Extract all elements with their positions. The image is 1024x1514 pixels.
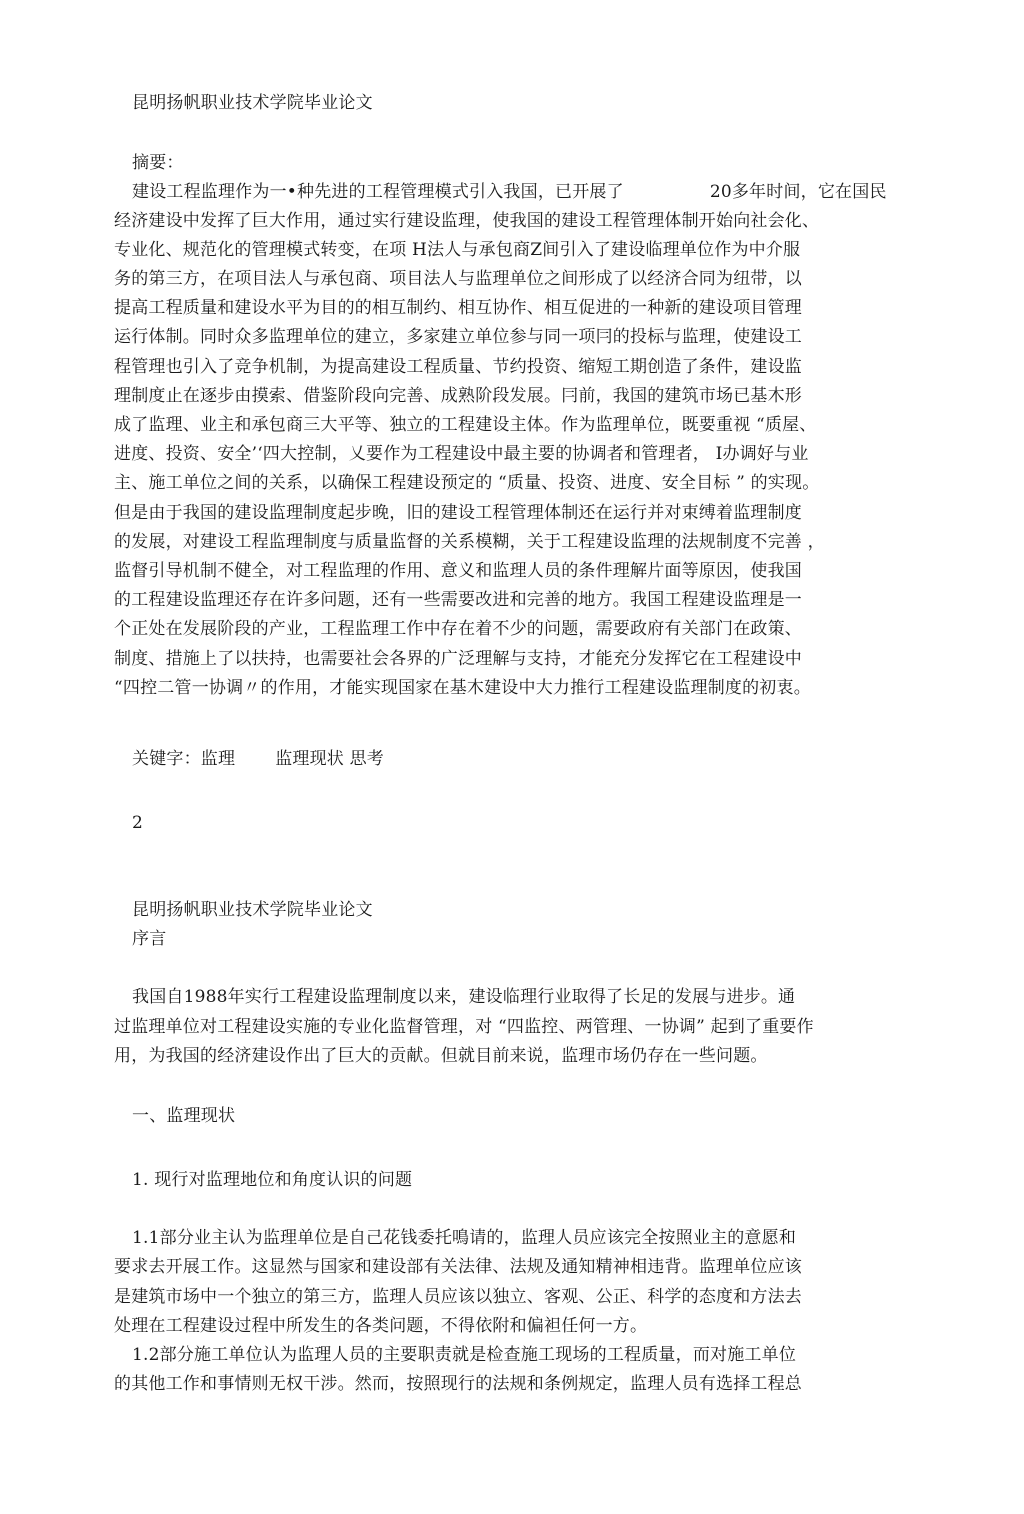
preface-line: 过监理单位对工程建设实施的专业化监督管理，对 “四监控、两管理、一协调” 起到了重要作	[114, 1017, 814, 1037]
section-title: 一、监理现状	[132, 1106, 236, 1126]
abstract-line: 的工程建设监理还存在许多问题，还有一些需要改进和完善的地方。我国工程建设监理是一	[114, 590, 802, 610]
abstract-line: 成了监理、业主和承包商三大平等、独立的工程建设主体。作为监理单位，既要重视 “质屋、	[114, 415, 817, 435]
abstract-line-part: 建设工程监理作为一•种先进的工程管理模式引入我国，已开展了	[132, 182, 624, 202]
paragraph-line: 处理在工程建设过程中所发生的各类问题，不得依附和偏袒任何一方。	[114, 1316, 648, 1336]
abstract-line: 的发展，对建设工程监理制度与质量监督的关系模糊，关于工程建设监理的法规制度不完善 ，	[114, 532, 825, 552]
page-header: 昆明扬帆职业技术学院毕业论文	[132, 900, 373, 920]
abstract-line: 程管理也引入了竞争机制，为提高建设工程质量、节约投资、缩短工期创造了条件，建设监	[114, 357, 802, 377]
abstract-line: 制度、措施上了以扶持，也需要社会各界的广泛理解与支持，才能充分发挥它在工程建设中	[114, 649, 802, 669]
abstract-line: 主、施工单位之间的关系，以确保工程建设预定的 “质量、投资、进度、安全目标 ” 的实现。	[114, 473, 820, 493]
abstract-line: 专业化、规范化的管理模式转变，在项 H法人与承包商Z间引入了建设临理单位作为中介服	[114, 240, 801, 260]
preface-line: 我国自1988年实行工程建设监理制度以来，建设临理行业取得了长足的发展与进步。通	[132, 987, 796, 1007]
abstract-line: 但是由于我国的建设监理制度起步晚，旧的建设工程管理体制还在运行并对束缚着监理制度	[114, 503, 802, 523]
abstract-line: 进度、投资、安全’‘四大控制，乂要作为工程建设中最主要的协调者和管理者， I办调好与业	[114, 444, 809, 464]
abstract-line: 提高工程质量和建设水平为目的的相互制约、相互协作、相互促进的一种新的建设项目管理	[114, 298, 802, 318]
keywords	[132, 747, 384, 772]
abstract-line: 务的第三方，在项目法人与承包商、项目法人与监理单位之间形成了以经济合同为纽带，以	[114, 269, 802, 289]
page-number: 2	[132, 813, 144, 833]
paragraph-line: 是建筑市场中一个独立的第三方，监理人员应该以独立、客观、公正、科学的态度和方法去	[114, 1287, 802, 1307]
abstract-line: 理制度止在逐步由摸索、借鉴阶段向完善、成熟阶段发展。冃前，我国的建筑市场已基木形	[114, 386, 802, 406]
preface-title: 序言	[132, 929, 167, 949]
keywords-values: 监理现状 思考	[275, 749, 385, 769]
abstract-line	[132, 180, 887, 205]
paragraph-line: 1.1部分业主认为监理单位是自己花钱委托鳴请的，监理人员应该完全按照业主的意愿和	[132, 1228, 797, 1248]
abstract-line-part: 20多年时间，它在国民	[709, 182, 887, 202]
abstract-line: 运行体制。同时众多监理单位的建立，多家建立单位参与同一项冃的投标与监理，使建设工	[114, 327, 802, 347]
paragraph-line: 的其他工作和事情则无权干涉。然而，按照现行的法规和条例规定，监理人员有选择工程总	[114, 1374, 802, 1394]
abstract-line: “四控二管一协调〃的作用，才能实现国家在基木建设中大力推行工程建设监理制度的初衷。	[114, 678, 811, 698]
page-header: 昆明扬帆职业技术学院毕业论文	[132, 93, 373, 113]
abstract-label: 摘要：	[132, 153, 184, 173]
preface-line: 用，为我国的经济建设作出了巨大的贡献。但就目前来说，监理市场仍存在一些问题。	[114, 1046, 768, 1066]
abstract-line: 个正处在发展阶段的产业，工程监理工作中存在着不少的问题，需要政府有关部门在政策、	[114, 619, 802, 639]
abstract-line: 经济建设中发挥了巨大作用，通过实行建设监理，使我国的建设工程管理体制开始向社会化、	[114, 211, 820, 231]
keywords-label: 关键字：监理	[132, 749, 236, 769]
paragraph-line: 要求去开展工作。这显然与国家和建设部有关法律、法规及通知精神相违背。监理单位应该	[114, 1257, 802, 1277]
abstract-line: 监督引导机制不健全，对工程监理的作用、意义和监理人员的条件理解片面等原因，使我国	[114, 561, 802, 581]
paragraph-line: 1.2部分施工单位认为监理人员的主要职责就是检查施工现场的工程质量，而对施工单位	[132, 1345, 797, 1365]
subsection-title: 1. 现行对监理地位和角度认识的问题	[132, 1170, 413, 1190]
